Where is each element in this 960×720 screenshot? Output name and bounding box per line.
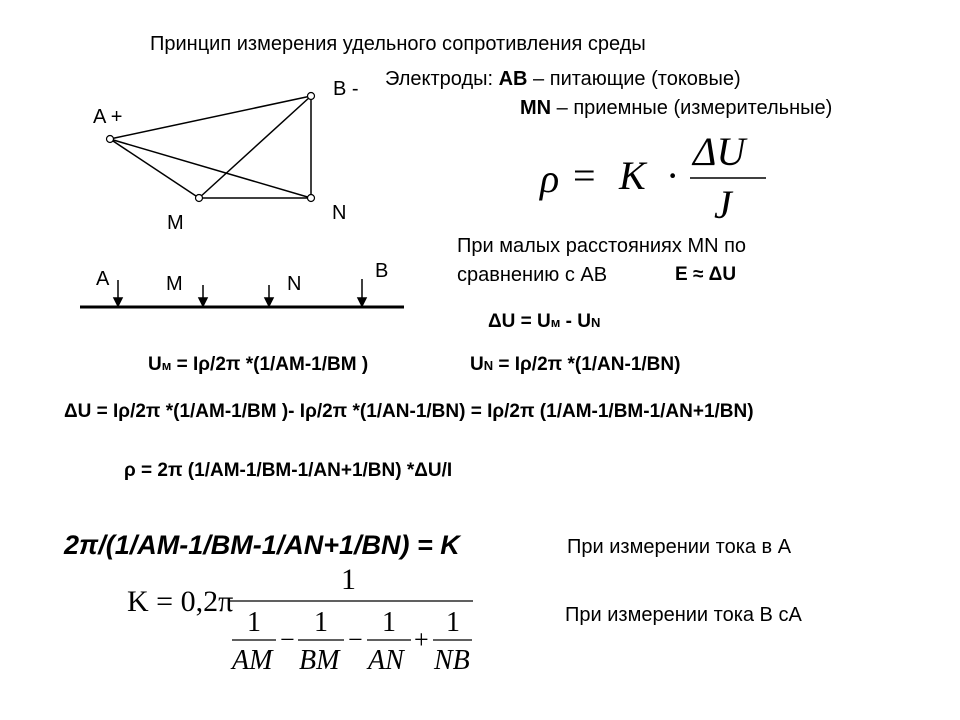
line-label-n: N [287, 273, 302, 295]
line-label-b: B [375, 260, 389, 282]
k-an: AN [368, 645, 404, 676]
k-minus-1: − [280, 625, 295, 654]
electrode-n [308, 195, 315, 202]
k-formula-numerator: 1 [341, 563, 356, 596]
k-one-am: 1 [247, 607, 261, 638]
note-current-a: При измерении тока в А [567, 536, 792, 558]
k-minus-2: − [348, 625, 363, 654]
small-distance-line-1: При малых расстояниях MN по [457, 235, 747, 257]
rho-equals: = [573, 153, 596, 198]
e-approx-du: E ≈ ΔU [675, 264, 737, 285]
k-one-an: 1 [382, 607, 396, 638]
electrode-m [196, 195, 203, 202]
un-equation [470, 354, 680, 376]
rho-symbol: ρ [540, 156, 560, 201]
electrodes-line-2 [520, 97, 832, 120]
label-n: N [332, 202, 347, 224]
delta-u-mid: - U [560, 311, 591, 332]
k-equation: 2π/(1/AM-1/BM-1/AN+1/BN) = K [64, 530, 460, 560]
un-u: U [470, 354, 484, 375]
electrodes-ab-desc: – питающие (токовые) [527, 68, 741, 90]
um-rest: = Iρ/2π *(1/AM-1/BM ) [171, 354, 369, 375]
k-am: AM [232, 645, 273, 676]
rho-k: K [619, 153, 646, 198]
k-bm: BM [299, 645, 340, 676]
electrode-a [107, 136, 114, 143]
label-m: M [167, 212, 184, 234]
label-a-plus: A + [93, 106, 123, 128]
delta-u-main: ΔU = U [488, 311, 551, 332]
un-rest: = Iρ/2π *(1/AN-1/BN) [493, 354, 681, 375]
electrodes-line-1 [385, 68, 741, 91]
k-one-nb: 1 [446, 607, 460, 638]
delta-u-full-equation: ΔU = Iρ/2π *(1/AM-1/BM )- Iρ/2π *(1/AN-1/BN) = Iρ/2π (1/AM-1/BM-1/AN+1/BN) [64, 401, 754, 422]
electrode-b [308, 93, 315, 100]
delta-u-def [488, 311, 600, 333]
line-b-m [199, 96, 311, 198]
small-distance-line-2: сравнению с АВ [457, 264, 608, 286]
line-a-m [110, 139, 199, 198]
k-plus: + [414, 625, 429, 654]
electrodes-mn: MN [520, 97, 552, 119]
k-nb: NB [434, 645, 470, 676]
delta-u-sub-n: N [591, 315, 601, 330]
rho-denominator: J [714, 182, 732, 227]
line-a-n [110, 139, 311, 198]
delta-u-sub-m: м [550, 315, 561, 330]
k-one-bm: 1 [314, 607, 328, 638]
line-a-b [110, 96, 311, 139]
rho-equation: ρ = 2π (1/AM-1/BM-1/AN+1/BN) *ΔU/I [124, 460, 453, 481]
label-b-minus: B - [333, 78, 359, 100]
line-label-a: A [96, 268, 110, 290]
um-equation [148, 354, 368, 376]
un-sub: N [483, 358, 494, 373]
electrodes-prefix: Электроды: [385, 68, 499, 90]
electrodes-mn-desc: – приемные (измерительные) [551, 97, 833, 119]
line-label-m: M [166, 273, 183, 295]
rho-numerator: ΔU [693, 129, 746, 174]
um-u: U [148, 354, 162, 375]
note-current-bca: При измерении тока В сА [565, 604, 802, 626]
k-formula-lhs: K = 0,2π [127, 585, 234, 618]
page-title: Принцип измерения удельного сопротивления среды [150, 33, 646, 55]
rho-dot: · [666, 153, 680, 198]
um-sub: м [161, 358, 172, 373]
electrodes-ab: АВ [498, 68, 528, 90]
